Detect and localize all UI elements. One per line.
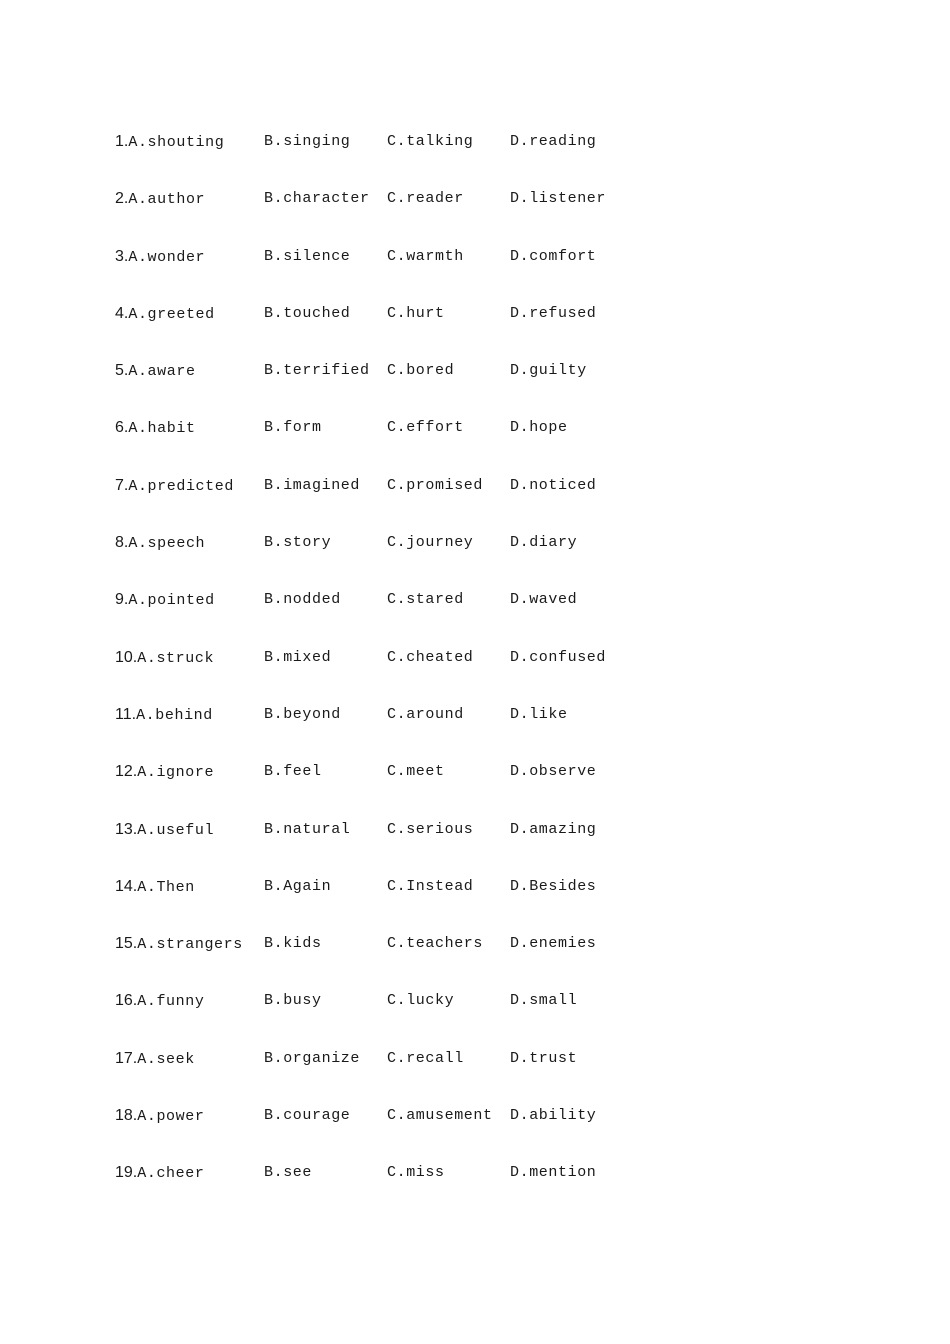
question-stem [115,535,205,551]
question-stem [115,420,196,436]
option-d: D.observe [510,763,597,781]
question-stem [115,306,215,322]
option-b: B.feel [264,763,322,781]
option-b: B.natural [264,820,351,838]
question-row [115,1162,715,1219]
option-d: D.trust [510,1049,578,1067]
question-number: 4. [115,304,129,322]
option-a: A.useful [137,821,215,839]
question-stem [115,822,214,838]
option-c: C.miss [387,1164,445,1182]
option-d: D.listener [510,190,607,208]
option-d: D.like [510,705,568,723]
option-d: D.enemies [510,935,597,953]
question-number: 6. [115,419,129,437]
question-number: 18. [115,1107,138,1125]
question-stem [115,363,196,379]
option-b: B.nodded [264,591,341,609]
question-number: 8. [115,534,129,552]
question-row [115,532,715,589]
question-number: 7. [115,476,129,494]
option-c: C.teachers [387,935,484,953]
question-row [115,990,715,1047]
question-row [115,303,715,360]
option-d: D.mention [510,1164,597,1182]
question-row [115,475,715,532]
question-list [115,131,715,1220]
option-c: C.recall [387,1049,464,1067]
option-a: A.pointed [128,592,215,610]
option-a: A.seek [137,1050,195,1068]
option-c: C.journey [387,534,474,552]
question-row [115,417,715,474]
option-c: C.amusement [387,1107,493,1125]
question-stem [115,1051,195,1067]
question-row [115,188,715,245]
option-c: C.meet [387,763,445,781]
option-b: B.singing [264,133,351,150]
option-a: A.cheer [137,1165,205,1183]
option-d: D.diary [510,534,578,552]
option-d: D.hope [510,419,568,437]
option-d: D.amazing [510,820,597,838]
option-d: D.comfort [510,247,597,265]
option-b: B.organize [264,1049,361,1067]
question-row [115,1105,715,1162]
option-d: D.guilty [510,362,587,380]
question-row [115,933,715,990]
option-b: B.touched [264,304,351,322]
question-stem [115,1165,204,1181]
option-a: A.greeted [128,305,215,323]
option-a: A.speech [128,535,206,553]
option-c: C.bored [387,362,455,380]
question-number: 17. [115,1049,138,1067]
option-c: C.stared [387,591,464,609]
option-d: D.refused [510,304,597,322]
question-row [115,704,715,761]
option-a: A.power [137,1108,205,1126]
option-d: D.ability [510,1107,597,1125]
question-number: 5. [115,362,129,380]
question-row [115,246,715,303]
option-a: A.ignore [137,764,215,782]
option-b: B.imagined [264,476,361,494]
question-row [115,819,715,876]
question-number: 10. [115,648,138,666]
option-b: B.Again [264,877,332,895]
option-b: B.terrified [264,362,370,380]
option-a: A.Then [137,878,195,896]
option-a: A.predicted [128,477,234,495]
option-a: A.habit [128,420,196,438]
option-a: A.author [128,191,206,209]
option-b: B.silence [264,247,351,265]
question-number: 16. [115,992,138,1010]
option-b: B.kids [264,935,322,953]
option-b: B.mixed [264,648,332,666]
option-c: C.effort [387,419,464,437]
question-stem [115,592,215,608]
option-c: C.talking [387,133,474,150]
question-number: 19. [115,1164,138,1182]
question-row [115,876,715,933]
option-c: C.cheated [387,648,474,666]
question-number: 14. [115,877,138,895]
option-c: C.warmth [387,247,464,265]
option-a: A.funny [137,993,205,1011]
question-number: 1. [115,133,129,150]
question-number: 15. [115,935,138,953]
question-row [115,360,715,417]
option-a: A.shouting [128,134,225,151]
question-stem [115,134,224,150]
option-a: A.struck [137,649,215,667]
option-d: D.reading [510,133,597,150]
question-stem [115,936,243,952]
question-stem [115,650,214,666]
option-b: B.story [264,534,332,552]
option-c: C.around [387,705,464,723]
question-number: 12. [115,763,138,781]
question-stem [115,707,213,723]
option-b: B.busy [264,992,322,1010]
question-row [115,1048,715,1105]
option-c: C.lucky [387,992,455,1010]
option-b: B.form [264,419,322,437]
option-c: C.promised [387,476,484,494]
question-row [115,761,715,818]
question-row [115,589,715,646]
option-b: B.see [264,1164,313,1182]
option-b: B.courage [264,1107,351,1125]
option-c: C.hurt [387,304,445,322]
option-d: D.waved [510,591,578,609]
option-c: C.reader [387,190,464,208]
question-stem [115,478,234,494]
option-d: D.small [510,992,578,1010]
option-d: D.confused [510,648,607,666]
question-stem [115,249,205,265]
option-a: A.strangers [137,936,243,954]
question-number: 9. [115,591,129,609]
question-number: 2. [115,190,129,208]
option-d: D.noticed [510,476,597,494]
question-number: 13. [115,820,138,838]
question-number: 3. [115,247,129,265]
option-d: D.Besides [510,877,597,895]
question-number: 11. [115,705,137,723]
option-a: A.behind [136,706,213,724]
option-c: C.serious [387,820,474,838]
option-b: B.beyond [264,705,341,723]
question-row [115,647,715,704]
option-a: A.wonder [128,248,206,266]
question-stem [115,993,204,1009]
option-a: A.aware [128,363,196,381]
question-stem [115,879,195,895]
option-b: B.character [264,190,370,208]
question-stem [115,764,214,780]
question-stem [115,191,205,207]
question-row [115,131,715,188]
question-stem [115,1108,204,1124]
option-c: C.Instead [387,877,474,895]
